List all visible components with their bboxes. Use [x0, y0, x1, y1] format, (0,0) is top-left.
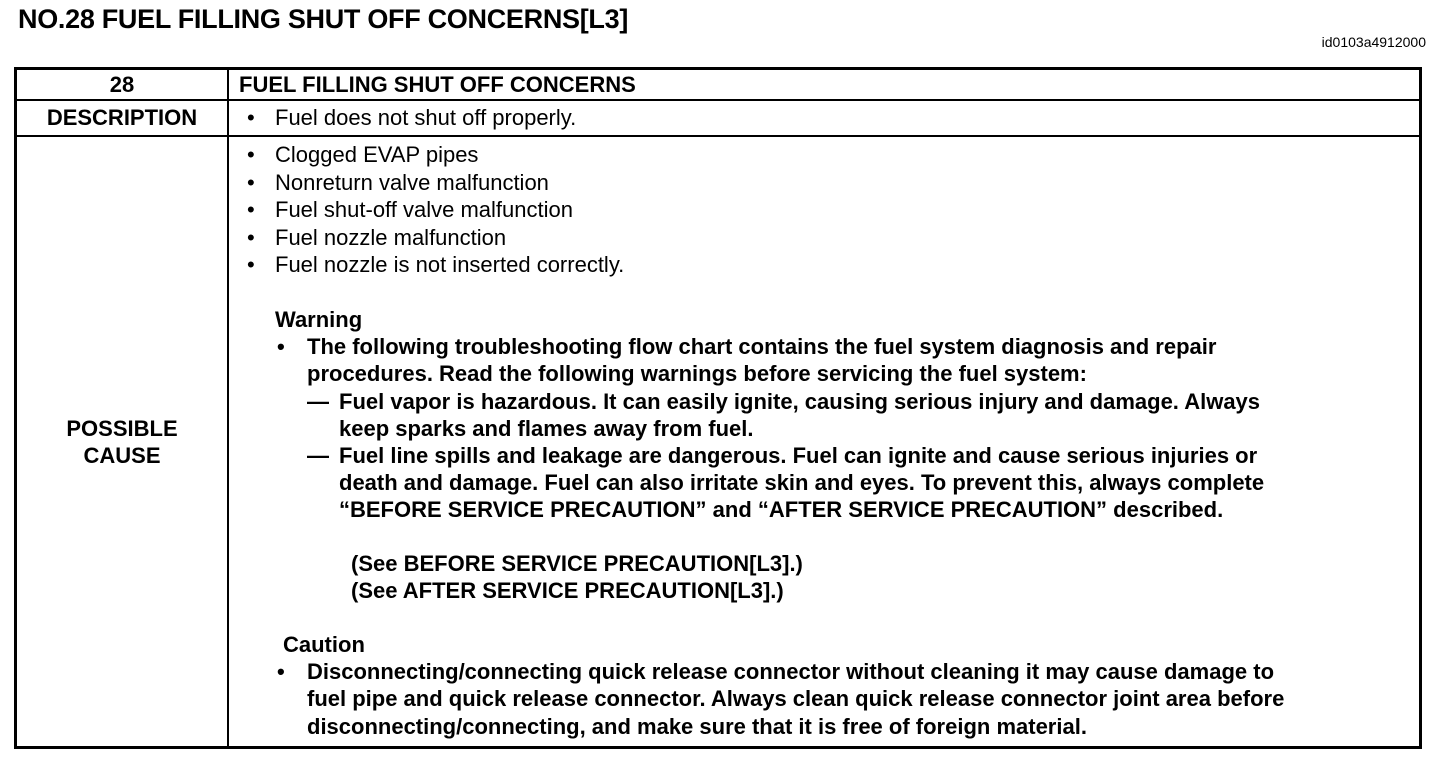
list-item: • Fuel shut-off valve malfunction: [245, 196, 1409, 224]
description-content: [228, 100, 1421, 136]
warning-intro-line2: procedures. Read the following warnings before servicing the fuel system:: [307, 361, 1087, 386]
warning-dash2-line1: Fuel line spills and leakage are dangerous. Fuel can ignite and cause serious injuries or: [339, 442, 1258, 468]
list-item: • Fuel does not shut off properly.: [245, 104, 1418, 132]
list-item: • Clogged EVAP pipes: [245, 141, 1409, 169]
symptom-title: FUEL FILLING SHUT OFF CONCERNS: [228, 69, 1421, 101]
description-list: [245, 104, 1418, 132]
warning-dash1-line2: keep sparks and flames away from fuel.: [339, 415, 754, 441]
warning-intro-line1: The following troubleshooting flow chart contains the fuel system diagnosis and repair: [307, 333, 1217, 359]
symptom-number: 28: [16, 69, 229, 101]
bullet-icon: •: [277, 333, 285, 359]
reference-links: [245, 550, 1409, 605]
caution-line2: fuel pipe and quick release connector. Always clean quick release connector joint area before: [307, 686, 1285, 711]
warning-heading: Warning: [275, 306, 363, 332]
list-item: • Nonreturn valve malfunction: [245, 169, 1409, 197]
caution-line1: Disconnecting/connecting quick release connector without cleaning it may cause damage to: [307, 658, 1275, 684]
table-header-row: [16, 69, 1421, 101]
description-label: DESCRIPTION: [16, 100, 229, 136]
list-item: • Fuel nozzle is not inserted correctly.: [245, 251, 1409, 279]
symptom-table: [14, 67, 1422, 749]
dash-icon: —: [307, 442, 329, 468]
warning-dash-item-1: [245, 388, 1409, 442]
warning-dash-item-2: [245, 442, 1409, 523]
cause-list: [245, 141, 1409, 279]
warning-intro: [245, 333, 1409, 388]
possible-cause-content: [228, 136, 1421, 748]
warning-dash2-line2: death and damage. Fuel can also irritate skin and eyes. To prevent this, always complete: [339, 469, 1265, 495]
document-id: id0103a4912000: [1321, 34, 1426, 50]
warning-dash1-line1: Fuel vapor is hazardous. It can easily ignite, causing serious injury and damage. Always: [339, 388, 1261, 414]
possible-cause-label-line1: POSSIBLE: [66, 415, 178, 441]
caution-item: [245, 658, 1409, 741]
possible-cause-label-line2: CAUSE: [83, 442, 161, 468]
possible-cause-label: [16, 136, 229, 748]
page-title: NO.28 FUEL FILLING SHUT OFF CONCERNS[L3]: [18, 4, 629, 34]
bullet-icon: •: [277, 658, 285, 684]
caution-block: [245, 658, 1409, 741]
caution-line3: disconnecting/connecting, and make sure that it is free of foreign material.: [307, 713, 1087, 739]
list-item: • Fuel nozzle malfunction: [245, 224, 1409, 252]
possible-cause-row: [16, 136, 1421, 748]
after-service-precaution-link[interactable]: (See AFTER SERVICE PRECAUTION[L3].): [351, 578, 784, 603]
before-service-precaution-link[interactable]: (See BEFORE SERVICE PRECAUTION[L3].): [351, 550, 803, 576]
dash-icon: —: [307, 388, 329, 414]
caution-heading: Caution: [283, 631, 365, 657]
description-row: [16, 100, 1421, 136]
warning-dash2-line3: “BEFORE SERVICE PRECAUTION” and “AFTER SERVICE PRECAUTION” described.: [339, 496, 1224, 522]
warning-block: [245, 333, 1409, 605]
